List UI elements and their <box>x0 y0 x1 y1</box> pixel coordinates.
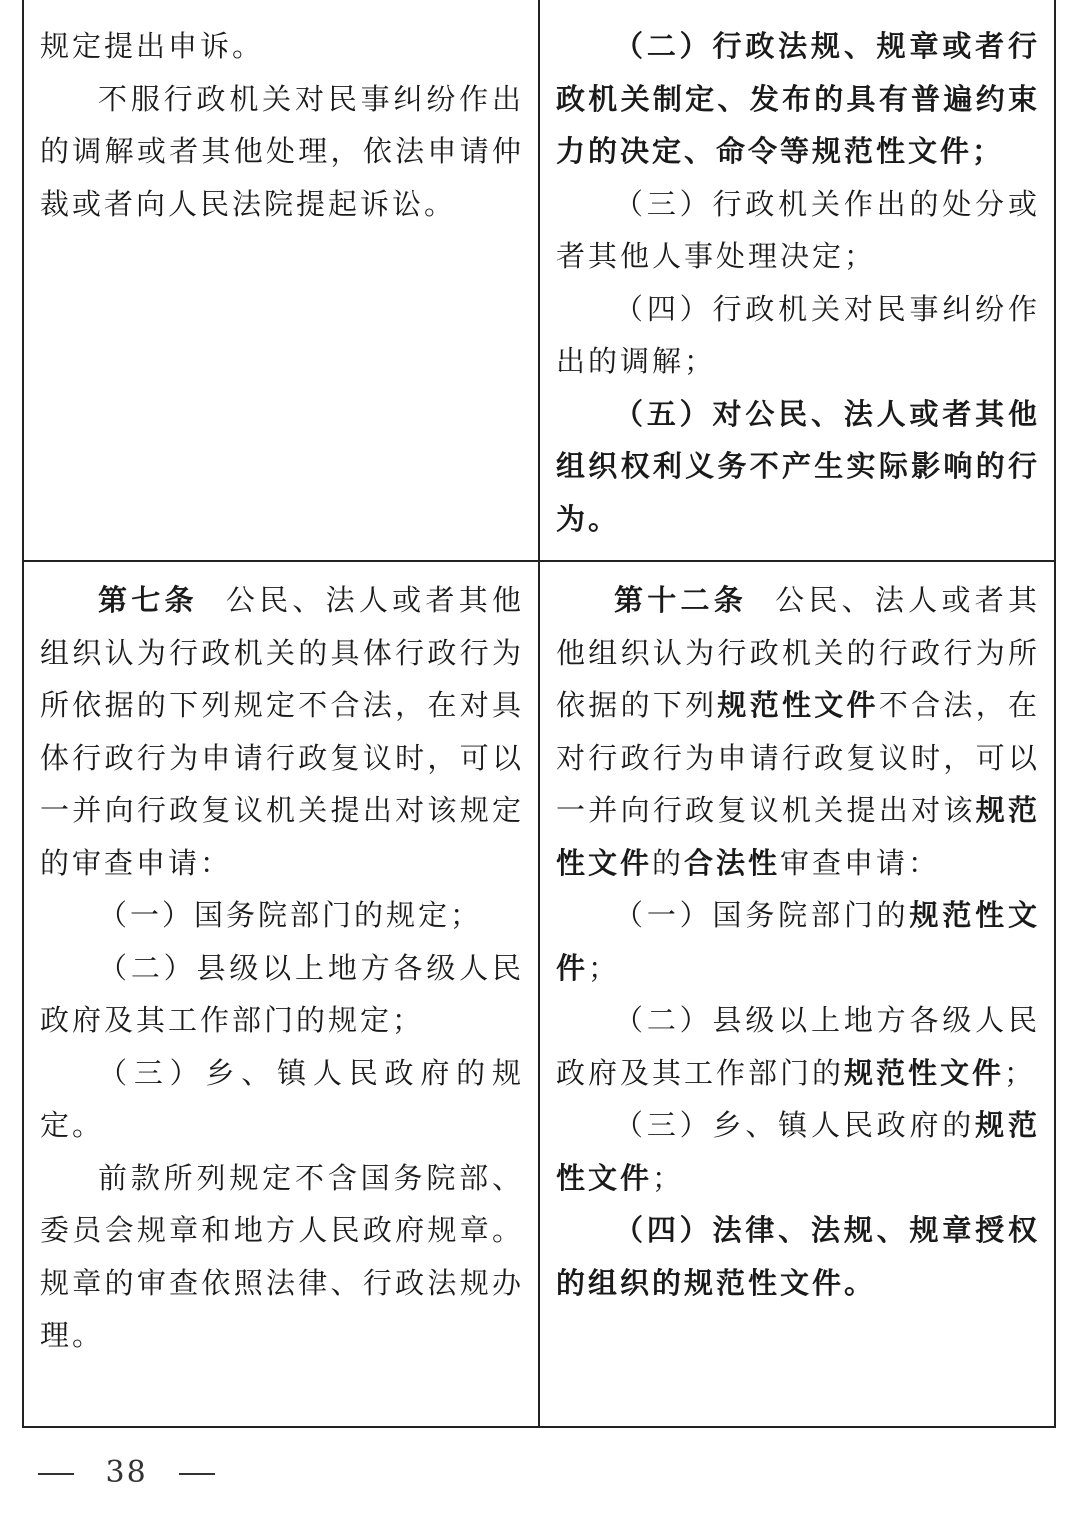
text-run: 不合法，在对行政行为申请行政复议时，可以一并向行政复议机关提出对该 <box>556 688 1040 827</box>
text-run: （三）乡、镇人民政府的 <box>614 1108 976 1142</box>
paragraph <box>556 994 1040 1099</box>
paragraph: （五）对公民、法人或者其他组织权利义务不产生实际影响的行为。 <box>556 396 1040 536</box>
paragraph <box>556 889 1040 994</box>
page-number: 38 <box>105 1455 148 1490</box>
article-text: 公民、法人或者其他组织认为行政机关的具体行政行为所依据的下列规定不合法，在对具体行政行为申请行政复议时，可以一并向行政复议机关提出对该规定的审查申请： <box>40 583 524 880</box>
paragraph <box>556 1099 1040 1204</box>
paragraph: （三）乡、镇人民政府的规定。 <box>40 1055 524 1142</box>
paragraph: 不服行政机关对民事纠纷作出的调解或者其他处理，依法申请仲裁或者向人民法院提起诉讼。 <box>40 81 524 221</box>
paragraph: （二）县级以上地方各级人民政府及其工作部门的规定； <box>40 950 524 1037</box>
new-text-cell <box>540 0 1054 560</box>
footer-dash-left <box>38 1473 74 1475</box>
old-text-cell <box>24 562 540 1428</box>
paragraph: （四）法律、法规、规章授权的组织的规范性文件。 <box>556 1213 1040 1300</box>
text-run: ； <box>1004 1055 1037 1090</box>
text-run: （二）县级以上地方各级人民政府及其工作部门的 <box>556 1003 1040 1090</box>
paragraph: （一）国务院部门的规定； <box>98 898 483 932</box>
new-text-cell <box>540 562 1054 1428</box>
text-run-bold: 合法性 <box>684 845 781 880</box>
text-run: （一）国务院部门的 <box>614 898 910 932</box>
text-run: ； <box>652 1160 685 1195</box>
paragraph: （四）行政机关对民事纠纷作出的调解； <box>556 291 1040 378</box>
page-footer <box>38 1455 215 1490</box>
text-run-bold: 规范性文件 <box>717 688 879 722</box>
text-run-bold: 规范性文件 <box>556 793 1040 880</box>
text-run-bold: 规范性文件 <box>556 898 1040 985</box>
article-paragraph <box>40 574 524 889</box>
text-run: 的 <box>652 845 685 880</box>
paragraph: 前款所列规定不含国务院部、委员会规章和地方人民政府规章。规章的审查依照法律、行政法规办理。 <box>40 1160 524 1352</box>
article-paragraph <box>556 574 1040 889</box>
text-run: 公民、法人或者其他组织认为行政机关的行政行为所依据的下列 <box>556 583 1040 722</box>
paragraph: （二）行政法规、规章或者行政机关制定、发布的具有普遍约束力的决定、命令等规范性文件； <box>556 29 1040 168</box>
table-row <box>24 0 1054 562</box>
comparison-table <box>22 0 1056 1428</box>
footer-dash-right <box>179 1473 215 1475</box>
article-number: 第七条 <box>98 583 198 617</box>
old-text-cell <box>24 0 540 560</box>
text-run: 审查申请： <box>780 845 941 880</box>
text-run-bold: 规范性文件 <box>844 1055 1005 1090</box>
paragraph: 规定提出申诉。 <box>40 29 265 63</box>
text-run: ； <box>588 950 621 985</box>
text-run-bold: 规范性文件 <box>556 1108 1040 1195</box>
paragraph: （三）行政机关作出的处分或者其他人事处理决定； <box>556 186 1040 273</box>
article-number: 第十二条 <box>614 583 748 617</box>
table-row <box>24 562 1054 1428</box>
